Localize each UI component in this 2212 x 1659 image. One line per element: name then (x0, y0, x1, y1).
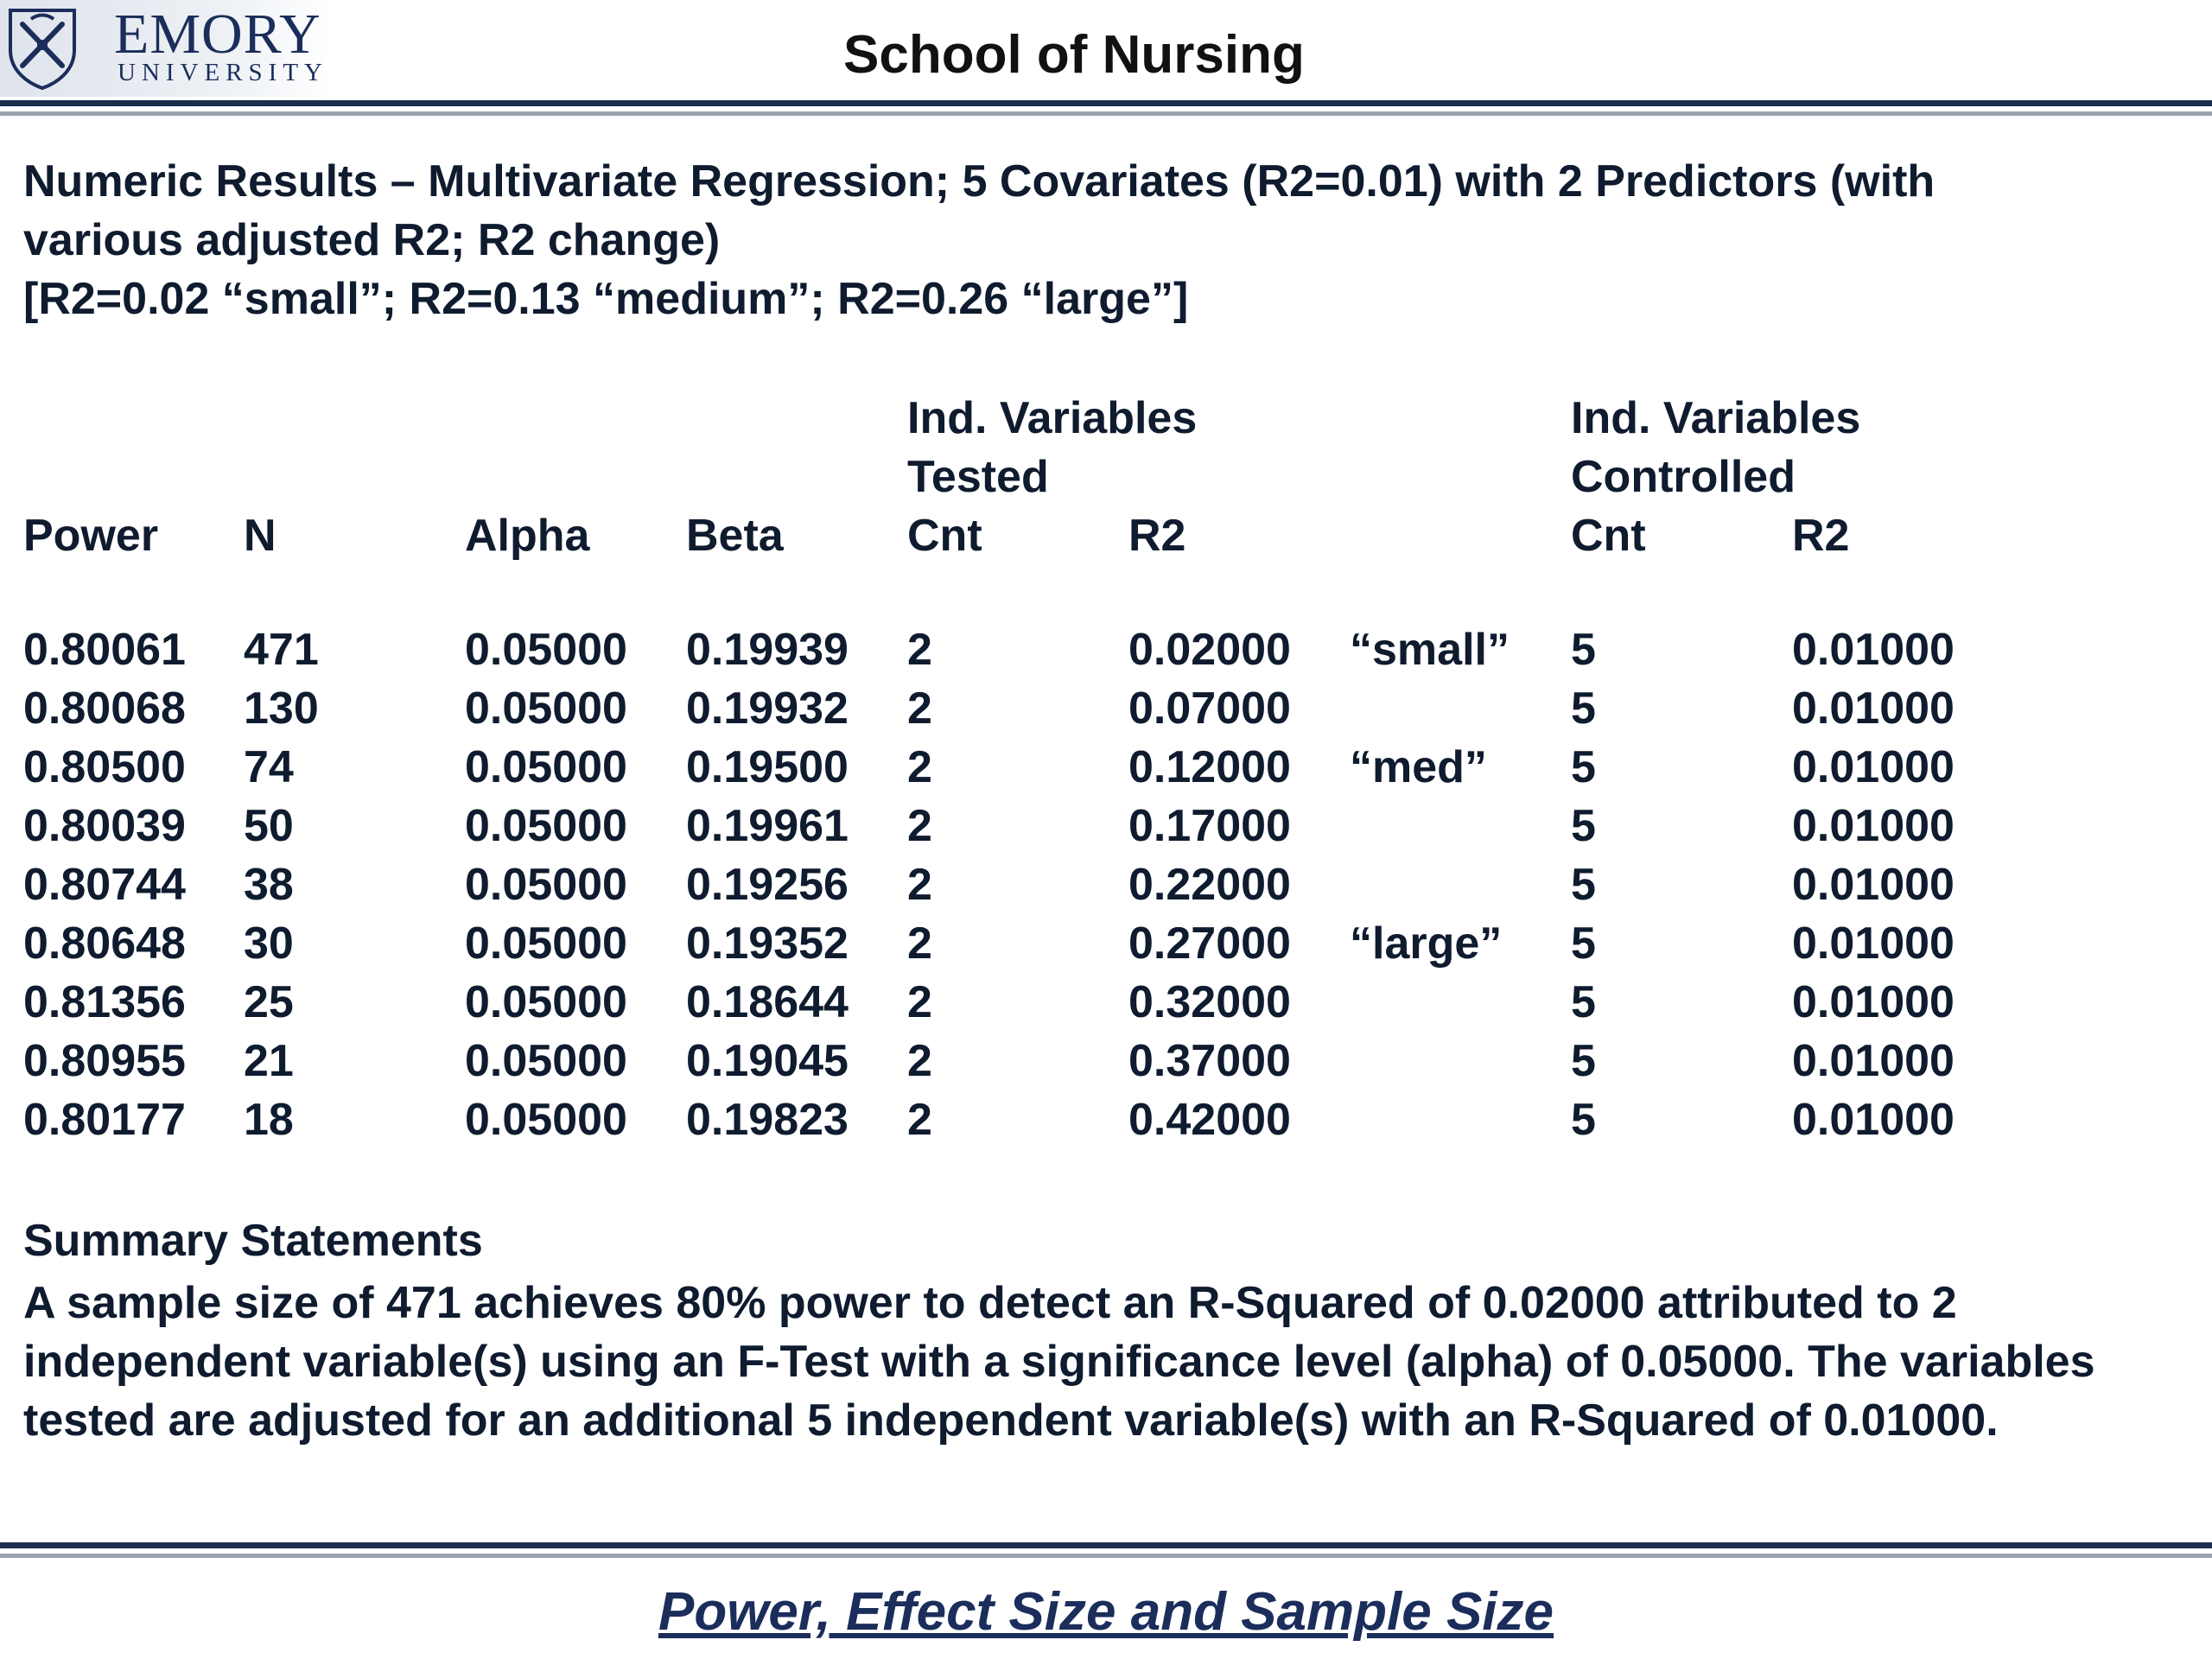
cell-beta: 0.19939 (686, 625, 849, 675)
cell-n: 18 (244, 1095, 294, 1145)
footer (0, 1581, 2212, 1643)
cell-beta: 0.19961 (686, 801, 849, 851)
cell-power: 0.80177 (23, 1095, 186, 1145)
school-title: School of Nursing (843, 25, 1305, 85)
cell-power: 0.80744 (23, 860, 186, 910)
col-header-beta: Beta (686, 511, 784, 561)
cell-r2: 0.22000 (1128, 860, 1291, 910)
cell-ccnt: 5 (1571, 742, 1596, 792)
cell-alpha: 0.05000 (465, 683, 627, 734)
col-header-controlled-r2: R2 (1792, 511, 1850, 561)
cell-power: 0.80039 (23, 801, 186, 851)
cell-cnt: 2 (907, 625, 932, 675)
cell-r2: 0.12000 (1128, 742, 1291, 792)
cell-n: 38 (244, 860, 294, 910)
cell-alpha: 0.05000 (465, 860, 627, 910)
cell-cnt: 2 (907, 918, 932, 969)
cell-r2: 0.17000 (1128, 801, 1291, 851)
title-line-3: [R2=0.02 “small”; R2=0.13 “medium”; R2=0.26 “large”] (23, 274, 1189, 324)
group-header-controlled: Ind. Variables Controlled (1571, 393, 1861, 502)
cell-cnt: 2 (907, 1036, 932, 1086)
cell-n: 21 (244, 1036, 294, 1086)
col-header-alpha: Alpha (465, 511, 590, 561)
footer-title: Power, Effect Size and Sample Size (658, 1582, 1554, 1642)
cell-beta: 0.19256 (686, 860, 849, 910)
emory-shield-icon (5, 5, 79, 90)
cell-cr2: 0.01000 (1792, 1036, 1955, 1086)
cell-power: 0.80955 (23, 1036, 186, 1086)
title-line-1: Numeric Results – Multivariate Regression; 5 Covariates (R2=0.01) with 2 Predictors (with (23, 156, 1936, 207)
summary-text: A sample size of 471 achieves 80% power to detect an R-Squared of 0.02000 attributed to 2 independent variable(s) using an F-Test with a significance level (alpha) of 0.05000. The variables tested are adjusted for an additional 5 independent variable(s) with an R-Squared of 0.01000. (23, 1278, 2095, 1446)
cell-cr2: 0.01000 (1792, 625, 1955, 675)
cell-label: “large” (1350, 918, 1503, 969)
cell-power: 0.80061 (23, 625, 186, 675)
cell-cnt: 2 (907, 683, 932, 734)
cell-n: 130 (244, 683, 319, 734)
cell-n: 50 (244, 801, 294, 851)
col-header-n: N (244, 511, 276, 561)
cell-beta: 0.19500 (686, 742, 849, 792)
cell-ccnt: 5 (1571, 801, 1596, 851)
cell-n: 30 (244, 918, 294, 969)
cell-ccnt: 5 (1571, 860, 1596, 910)
logo-subtitle: UNIVERSITY (118, 59, 328, 86)
cell-alpha: 0.05000 (465, 1036, 627, 1086)
cell-n: 25 (244, 977, 294, 1027)
cell-cnt: 2 (907, 977, 932, 1027)
cell-alpha: 0.05000 (465, 625, 627, 675)
cell-cr2: 0.01000 (1792, 977, 1955, 1027)
header-divider (0, 100, 2212, 116)
col-header-power: Power (23, 511, 159, 561)
cell-cnt: 2 (907, 801, 932, 851)
cell-cnt: 2 (907, 742, 932, 792)
cell-r2: 0.27000 (1128, 918, 1291, 969)
cell-r2: 0.42000 (1128, 1095, 1291, 1145)
title-line-2: various adjusted R2; R2 change) (23, 215, 721, 265)
cell-ccnt: 5 (1571, 1036, 1596, 1086)
cell-label: “med” (1350, 742, 1487, 792)
cell-r2: 0.32000 (1128, 977, 1291, 1027)
cell-alpha: 0.05000 (465, 1095, 627, 1145)
cell-ccnt: 5 (1571, 977, 1596, 1027)
group-header-tested: Ind. Variables Tested (907, 393, 1198, 502)
col-header-tested-cnt: Cnt (907, 511, 982, 561)
cell-cr2: 0.01000 (1792, 860, 1955, 910)
cell-power: 0.80648 (23, 918, 186, 969)
cell-beta: 0.19352 (686, 918, 849, 969)
cell-ccnt: 5 (1571, 1095, 1596, 1145)
cell-cr2: 0.01000 (1792, 1095, 1955, 1145)
cell-r2: 0.02000 (1128, 625, 1291, 675)
emory-logo (0, 0, 328, 97)
cell-cr2: 0.01000 (1792, 742, 1955, 792)
cell-r2: 0.07000 (1128, 683, 1291, 734)
cell-cr2: 0.01000 (1792, 683, 1955, 734)
cell-cr2: 0.01000 (1792, 801, 1955, 851)
cell-beta: 0.19045 (686, 1036, 849, 1086)
slide-title (23, 152, 2183, 328)
cell-power: 0.80500 (23, 742, 186, 792)
cell-alpha: 0.05000 (465, 977, 627, 1027)
cell-alpha: 0.05000 (465, 918, 627, 969)
col-header-controlled-cnt: Cnt (1571, 511, 1646, 561)
summary-heading: Summary Statements (23, 1216, 483, 1266)
cell-power: 0.81356 (23, 977, 186, 1027)
cell-cnt: 2 (907, 860, 932, 910)
cell-beta: 0.19932 (686, 683, 849, 734)
cell-power: 0.80068 (23, 683, 186, 734)
cell-r2: 0.37000 (1128, 1036, 1291, 1086)
footer-divider (0, 1542, 2212, 1558)
cell-cnt: 2 (907, 1095, 932, 1145)
cell-n: 74 (244, 742, 294, 792)
cell-ccnt: 5 (1571, 918, 1596, 969)
cell-alpha: 0.05000 (465, 801, 627, 851)
cell-ccnt: 5 (1571, 625, 1596, 675)
col-header-tested-r2: R2 (1128, 511, 1186, 561)
cell-cr2: 0.01000 (1792, 918, 1955, 969)
logo-wordmark: EMORY (114, 3, 321, 66)
cell-n: 471 (244, 625, 319, 675)
cell-ccnt: 5 (1571, 683, 1596, 734)
cell-beta: 0.18644 (686, 977, 849, 1027)
cell-label: “small” (1350, 625, 1510, 675)
cell-alpha: 0.05000 (465, 742, 627, 792)
cell-beta: 0.19823 (686, 1095, 849, 1145)
